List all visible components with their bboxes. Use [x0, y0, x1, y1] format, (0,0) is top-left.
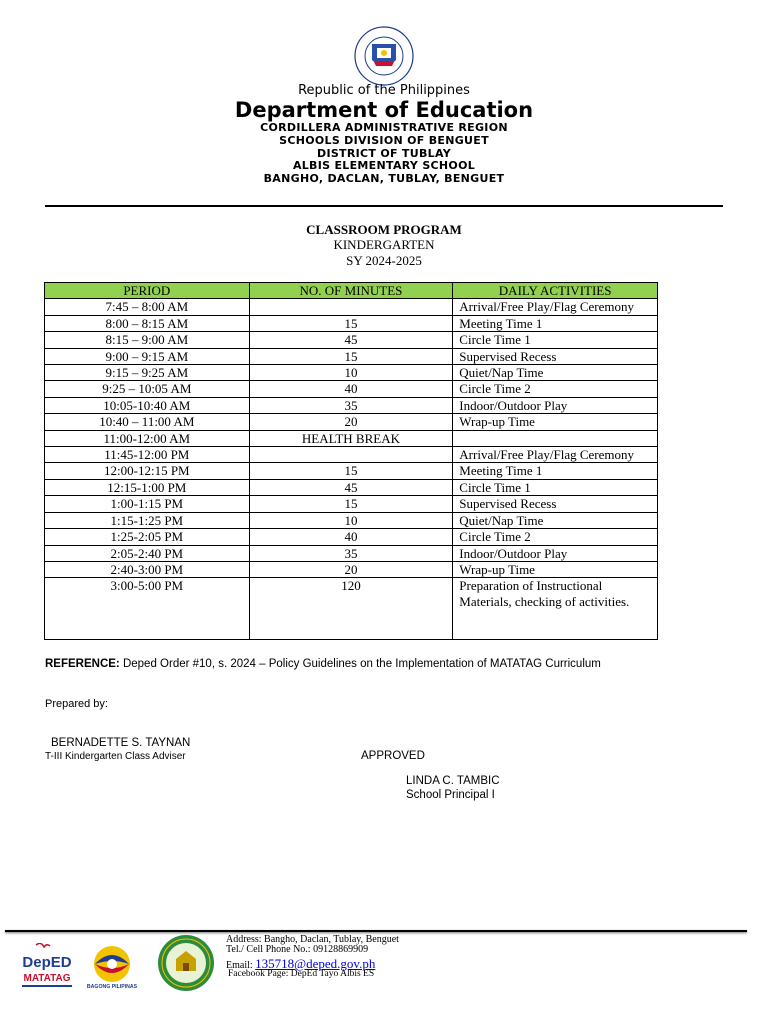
period-cell: 12:00-12:15 PM — [45, 463, 250, 479]
column-header-period: PERIOD — [45, 283, 250, 299]
minutes-cell: 35 — [249, 397, 453, 413]
footer-divider — [5, 930, 747, 932]
activity-cell: Preparation of Instructional Materials, checking of activities. — [453, 578, 658, 640]
minutes-cell: 40 — [249, 381, 453, 397]
minutes-cell — [249, 447, 453, 463]
table-row — [45, 299, 658, 315]
column-header-minutes: NO. OF MINUTES — [249, 283, 453, 299]
department-heading: Department of Education — [234, 98, 534, 122]
table-row — [45, 348, 658, 364]
minutes-cell: 120 — [249, 578, 453, 640]
period-cell: 11:45-12:00 PM — [45, 447, 250, 463]
period-cell: 12:15-1:00 PM — [45, 479, 250, 495]
approver-name: LINDA C. TAMBIC — [406, 775, 500, 787]
activity-cell: Wrap-up Time — [453, 414, 658, 430]
table-row — [45, 561, 658, 577]
period-cell: 1:00-1:15 PM — [45, 496, 250, 512]
activity-cell — [453, 430, 658, 446]
table-row — [45, 529, 658, 545]
table-header-row — [45, 283, 658, 299]
schedule-table — [44, 282, 658, 640]
footer-facebook: Facebook Page: DepEd Tayo Albis ES — [228, 969, 375, 979]
program-school-year: SY 2024-2025 — [346, 253, 422, 268]
office-address-block — [0, 122, 768, 186]
table-row — [45, 414, 658, 430]
activity-cell: Circle Time 1 — [453, 479, 658, 495]
minutes-cell — [249, 299, 453, 315]
approved-label: APPROVED — [361, 750, 425, 762]
period-cell: 11:00-12:00 AM — [45, 430, 250, 446]
reference-text: Deped Order #10, s. 2024 – Policy Guidelines on the Implementation of MATATAG Curriculum — [119, 658, 601, 670]
period-cell: 10:05-10:40 AM — [45, 397, 250, 413]
column-header-activities: DAILY ACTIVITIES — [453, 283, 658, 299]
table-row — [45, 332, 658, 348]
activity-cell: Meeting Time 1 — [453, 463, 658, 479]
table-row — [45, 397, 658, 413]
period-cell: 1:25-2:05 PM — [45, 529, 250, 545]
period-cell: 1:15-1:25 PM — [45, 512, 250, 528]
table-row — [45, 430, 658, 446]
activity-cell: Quiet/Nap Time — [453, 512, 658, 528]
preparer-name: BERNADETTE S. TAYNAN — [51, 737, 191, 749]
reference-note — [45, 658, 601, 670]
header-divider — [45, 205, 723, 207]
table-row — [45, 447, 658, 463]
activity-cell: Indoor/Outdoor Play — [453, 397, 658, 413]
minutes-cell: 15 — [249, 348, 453, 364]
period-cell: 7:45 – 8:00 AM — [45, 299, 250, 315]
activity-cell: Wrap-up Time — [453, 561, 658, 577]
deped-logo-text: DepED — [22, 954, 72, 971]
period-cell: 9:25 – 10:05 AM — [45, 381, 250, 397]
table-row — [45, 479, 658, 495]
table-row — [45, 381, 658, 397]
minutes-cell: 10 — [249, 365, 453, 381]
division-line: SCHOOLS DIVISION OF BENGUET — [279, 133, 489, 147]
minutes-cell: HEALTH BREAK — [249, 430, 453, 446]
footer-email-label: Email: — [226, 960, 256, 971]
period-cell: 8:15 – 9:00 AM — [45, 332, 250, 348]
program-title: CLASSROOM PROGRAM — [306, 222, 462, 237]
reference-label: REFERENCE: — [45, 658, 120, 670]
district-line: DISTRICT OF TUBLAY — [317, 146, 451, 160]
period-cell: 2:40-3:00 PM — [45, 561, 250, 577]
bagong-pilipinas-logo-icon — [87, 944, 137, 990]
period-cell: 3:00-5:00 PM — [45, 578, 250, 640]
preparer-title: T-III Kindergarten Class Adviser — [45, 751, 186, 762]
period-cell: 10:40 – 11:00 AM — [45, 414, 250, 430]
minutes-cell: 45 — [249, 332, 453, 348]
minutes-cell: 45 — [249, 479, 453, 495]
bagong-logo-text: BAGONG PILIPINAS — [87, 984, 137, 990]
footer-email-link[interactable]: 135718@deped.gov.ph — [255, 956, 376, 971]
prepared-by-label: Prepared by: — [45, 698, 108, 710]
minutes-cell: 20 — [249, 414, 453, 430]
footer-phone: Tel./ Cell Phone No.: 09128869909 — [226, 944, 369, 955]
activity-cell: Arrival/Free Play/Flag Ceremony — [453, 299, 658, 315]
minutes-cell: 15 — [249, 315, 453, 331]
activity-cell: Supervised Recess — [453, 496, 658, 512]
table-row — [45, 545, 658, 561]
table-row — [45, 365, 658, 381]
table-row — [45, 463, 658, 479]
minutes-cell: 20 — [249, 561, 453, 577]
table-row — [45, 315, 658, 331]
location-line: BANGHO, DACLAN, TUBLAY, BENGUET — [263, 172, 505, 186]
school-line: ALBIS ELEMENTARY SCHOOL — [292, 159, 476, 173]
minutes-cell: 35 — [249, 545, 453, 561]
approver-title: School Principal I — [406, 789, 495, 801]
minutes-cell: 15 — [249, 496, 453, 512]
deped-seal-icon — [347, 26, 421, 86]
table-row — [45, 578, 658, 640]
minutes-cell: 15 — [249, 463, 453, 479]
deped-matatag-logo-icon — [16, 943, 78, 991]
matatag-logo-text: MATATAG — [23, 973, 71, 984]
activity-cell: Circle Time 2 — [453, 381, 658, 397]
activity-cell: Indoor/Outdoor Play — [453, 545, 658, 561]
activity-cell: Circle Time 1 — [453, 332, 658, 348]
activity-cell: Supervised Recess — [453, 348, 658, 364]
table-row — [45, 512, 658, 528]
table-row — [45, 496, 658, 512]
schedule-body — [45, 299, 658, 640]
activity-cell: Quiet/Nap Time — [453, 365, 658, 381]
period-cell: 9:15 – 9:25 AM — [45, 365, 250, 381]
albis-school-logo-icon — [154, 933, 218, 993]
activity-cell: Arrival/Free Play/Flag Ceremony — [453, 447, 658, 463]
minutes-cell: 40 — [249, 529, 453, 545]
period-cell: 8:00 – 8:15 AM — [45, 315, 250, 331]
activity-cell: Circle Time 2 — [453, 529, 658, 545]
activity-cell: Meeting Time 1 — [453, 315, 658, 331]
period-cell: 2:05-2:40 PM — [45, 545, 250, 561]
period-cell: 9:00 – 9:15 AM — [45, 348, 250, 364]
footer-address: Address: Bangho, Daclan, Tublay, Benguet — [226, 934, 399, 945]
minutes-cell: 10 — [249, 512, 453, 528]
region-line: CORDILLERA ADMINISTRATIVE REGION — [260, 121, 508, 134]
republic-heading: Republic of the Philippines — [298, 83, 470, 98]
program-grade: KINDERGARTEN — [333, 237, 435, 252]
